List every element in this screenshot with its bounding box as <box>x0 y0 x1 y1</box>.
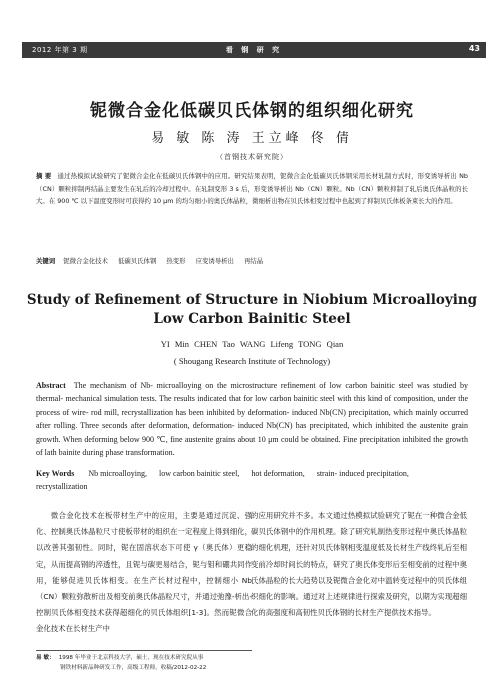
title-english <box>0 291 504 329</box>
journal-header-bar <box>22 42 486 58</box>
keyword-zh: 应变诱导析出 <box>195 257 234 265</box>
abstract-chinese-text: 通过热模拟试验研究了铌微合金化在低碳贝氏体钢中的应用。研究结果表明，铌微合金化低碳贝氏体钢采用长材轧制方式时，形变诱导析出 Nb（CN）颗粒抑制再结晶主要发生在轧后的冷却过程中。在轧制变形 3 s 后，形变诱导析出 Nb（CN）颗粒。Nb（CN）颗粒抑制了轧后奥氏体晶粒的长大。在 900 ℃ 以下温度变形时可获得约 10 μm 的均匀细小的奥氏体晶粒，微细析出物在贝氏体相变过程中也起到了抑制贝氏体板条束长大的作用。 <box>36 172 468 206</box>
body-column-right <box>251 508 467 621</box>
title-english-line2: Low Carbon Bainitic Steel <box>153 311 351 327</box>
keyword-zh: 再结晶 <box>244 257 264 265</box>
abstract-chinese-label: 摘 要 <box>36 172 52 180</box>
footnote-label: 易 敏： <box>36 655 55 661</box>
keyword-zh: 低碳贝氏体钢 <box>118 257 157 265</box>
keyword-en: Nb microalloying, <box>88 469 147 478</box>
page-number: 43 <box>468 44 480 53</box>
title-chinese: 铌微合金化低碳贝氏体钢的组织细化研究 <box>90 101 414 121</box>
journal-name: 看 钢 研 究 <box>225 46 283 54</box>
affiliation-chinese: （首钢技术研究院） <box>216 153 288 161</box>
abstract-english-label: Abstract <box>36 381 66 390</box>
title-english-line1: Study of Refinement of Structure in Niobium Microalloying <box>26 292 478 308</box>
keyword-en: low carbon bainitic steel, <box>158 469 240 478</box>
abstract-chinese <box>36 170 468 208</box>
keywords-chinese-label: 关键词 <box>36 257 56 265</box>
keyword-en: recrystallization <box>36 482 88 492</box>
body-paragraph-left: 微合金化技术在板带材生产中的应用，主要是通过沉淀、强化、控制奥氏体晶粒尺寸使板带材的组织在一定程度上得到细化，以改善其强韧性。同时，铌在固溶状态下可使 γ（奥氏体）更稳定，从而提高钢的淬透性，且铌与碳更易结合，铌与钼和硼共同作用，能够促进贝氏体相变。在生产长材过程中，控制细小 Nb（CN）颗粒弥散析出及相变前奥氏体晶粒尺寸，并通过弛豫-析出-控制贝氏体相变技术获得超细化的贝氏体组织[1-3]。然而铌微合金化技术在长材生产中 <box>36 511 252 634</box>
keyword-en: hot deformation, <box>251 469 305 478</box>
issue-label: 2012 年第 3 期 <box>32 46 88 54</box>
abstract-english <box>36 379 468 459</box>
keywords-chinese <box>36 256 468 265</box>
footnote-divider <box>36 650 252 651</box>
body-column-left <box>36 508 252 638</box>
affiliation-english: ( Shougang Research Institute of Technology) <box>173 356 331 366</box>
body-paragraph-right: 的应用研究并不多。本文通过热模拟试验研究了铌在一种微合金低碳贝氏体钢中的作用机理。除了研究轧制热变形过程中奥氏体晶粒的细化机理，还针对贝氏体钢相变温度低及长材生产线终轧后至相变前冷却时间长的特点，研究了奥氏体变形后至相变前的过程中奥氏体晶粒的长大趋势以及铌微合金化对中温转变过程中的贝氏体组织细化的影响。通过对上述规律进行探索及研究，以期为实现超细化的高强度和高韧性贝氏体钢的长材生产提供技术指导。 <box>251 511 467 618</box>
footnote-line1: 1998 年毕业于北京科技大学，硕士，现在技术研究院从事 <box>58 655 204 661</box>
abstract-english-text: The mechanism of Nb- microalloying on the microstructure refinement of low carbon bainitic steel was studied by thermal- mechanical simulation tests. The results indicated that for low carbon bainitic steel with this kind of composition, under the process of wire- rod mill, recrystallization has been inhibited by deformation- induced Nb(CN) precipitation, which mainly occurred after rolling. Three seconds after deformation, deformation- induced Nb(CN) has precipitated, which inhibited the austenite grain growth. When deforming below 900 ℃, fine austenite grains about 10 μm could be obtained. Fine precipitation inhibited the growth of lath bainite during phase transformation. <box>36 381 468 458</box>
keyword-en: strain- induced precipitation, <box>316 469 409 478</box>
keywords-english-label: Key Words <box>36 469 75 478</box>
footnote-line2: 钢铁材料新品种研发工作，高级工程师，收稿/2012-02-22 <box>60 665 207 671</box>
authors-chinese: 易 敏 陈 涛 王立峰 佟 倩 <box>151 131 353 146</box>
keywords-english <box>36 467 468 494</box>
authors-english: YI Min CHEN Tao WANG Lifeng TONG Qian <box>160 339 344 349</box>
keyword-zh: 热变形 <box>166 257 186 265</box>
keyword-zh: 铌微合金化技术 <box>63 257 108 265</box>
author-footnote <box>36 653 468 673</box>
